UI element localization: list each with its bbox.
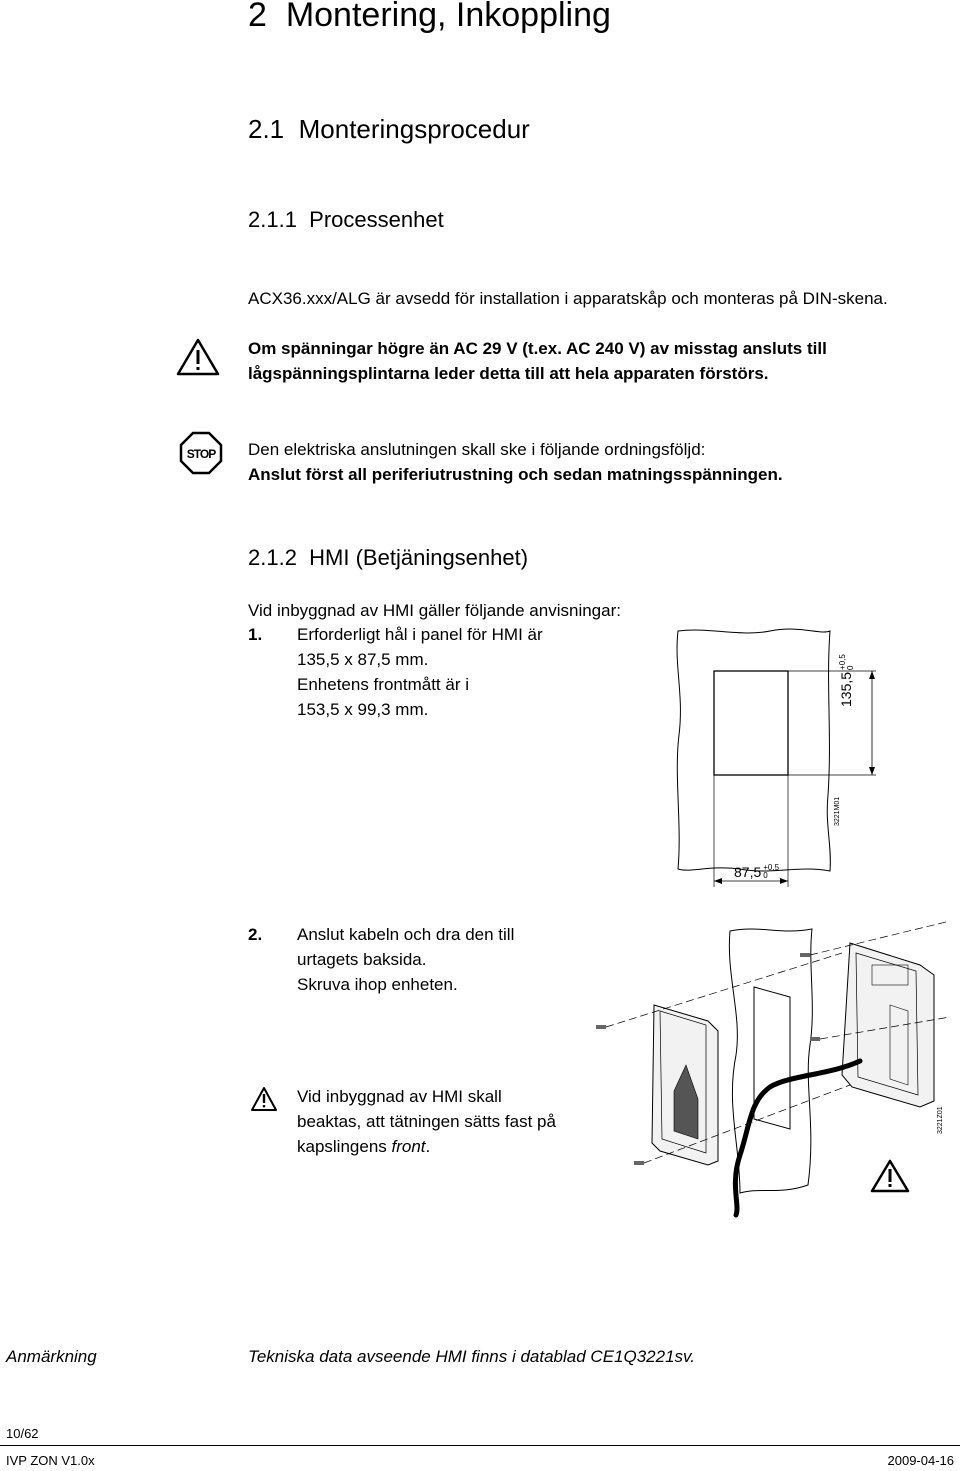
chapter-title: Montering, Inkoppling bbox=[285, 0, 611, 34]
warning-line: beaktas, att tätningen sätts fast på bbox=[297, 1112, 556, 1131]
assembly-figure bbox=[590, 925, 960, 1215]
subsection-heading-processenhet bbox=[248, 207, 444, 233]
warning-icon bbox=[176, 338, 220, 376]
step-line: Erforderligt hål i panel för HMI är bbox=[297, 625, 543, 644]
warning-line-suffix: . bbox=[425, 1137, 431, 1156]
step-line: Anslut kabeln och dra den till bbox=[297, 925, 515, 944]
section-number: 2.1 bbox=[248, 114, 285, 144]
warning-line bbox=[297, 1134, 556, 1159]
horizontal-dimension-value: 87,5 bbox=[734, 864, 762, 880]
cutout-rectangle bbox=[714, 671, 788, 775]
warning-text-2 bbox=[297, 1084, 556, 1159]
section-heading bbox=[248, 114, 530, 145]
hmi-back-unit bbox=[842, 943, 934, 1107]
step-line: 153,5 x 99,3 mm. bbox=[297, 700, 429, 719]
figure-code-1: 3221M01 bbox=[834, 796, 841, 826]
step-line: Enhetens frontmått är i bbox=[297, 675, 469, 694]
footer-divider bbox=[0, 1445, 960, 1446]
chapter-heading bbox=[248, 0, 611, 35]
intro-paragraph: ACX36.xxx/ALG är avsedd för installation i apparatskåp och monteras på DIN-skena. bbox=[248, 289, 888, 308]
horizontal-dimension-label bbox=[734, 864, 779, 880]
step-2-number: 2. bbox=[248, 925, 263, 944]
vertical-dimension-value: 135,5 bbox=[838, 671, 854, 707]
vertical-dimension-tolerance-upper: +0,5 bbox=[838, 654, 848, 670]
subsection-title: HMI (Betjäningsenhet) bbox=[309, 545, 529, 570]
step-line: Skruva ihop enheten. bbox=[297, 975, 458, 994]
stop-note bbox=[248, 437, 783, 487]
step-2-text bbox=[297, 922, 514, 997]
subsection-title: Processenhet bbox=[309, 207, 444, 232]
chapter-number: 2 bbox=[248, 0, 267, 34]
warning-line: Om spänningar högre än AC 29 V (t.ex. AC 240 V) av misstag ansluts till bbox=[248, 339, 827, 358]
subsection-number: 2.1.1 bbox=[248, 207, 297, 232]
step-line: 135,5 x 87,5 mm. bbox=[297, 650, 429, 669]
footer-date: 2009-04-16 bbox=[887, 1453, 954, 1468]
horizontal-dimension-tolerance-lower: 0 bbox=[763, 871, 768, 880]
page-number: 10/62 bbox=[6, 1426, 39, 1441]
stop-sign-text: STOP bbox=[186, 447, 216, 461]
subsection-number: 2.1.2 bbox=[248, 545, 297, 570]
footer-document: IVP ZON V1.0x bbox=[6, 1453, 95, 1468]
vertical-dimension-tolerance-lower: 0 bbox=[846, 665, 856, 670]
warning-line: Vid inbyggnad av HMI skall bbox=[297, 1087, 502, 1106]
subsection-heading-hmi bbox=[248, 545, 528, 571]
vertical-dimension-label bbox=[838, 637, 858, 707]
stop-note-line-emphasis: Anslut först all periferiutrustning och sedan matningsspänningen. bbox=[248, 465, 783, 484]
warning-line-prefix: kapslingens bbox=[297, 1137, 392, 1156]
section-title: Monteringsprocedur bbox=[298, 114, 530, 144]
stop-sign-icon bbox=[180, 432, 222, 474]
hmi-intro: Vid inbyggnad av HMI gäller följande anvisningar: bbox=[248, 601, 621, 620]
warning-text-1 bbox=[248, 336, 827, 386]
note-label: Anmärkning bbox=[6, 1347, 97, 1366]
warning-line: lågspänningsplintarna leder detta till att hela apparaten förstörs. bbox=[248, 364, 769, 383]
step-line: urtagets baksida. bbox=[297, 950, 427, 969]
step-1-number: 1. bbox=[248, 625, 263, 644]
figure-code-2: 3221Z01 bbox=[937, 1106, 944, 1134]
note-text: Tekniska data avseende HMI finns i datablad CE1Q3221sv. bbox=[248, 1347, 695, 1366]
step-1-text bbox=[297, 622, 543, 722]
stop-note-line: Den elektriska anslutningen skall ske i följande ordningsföljd: bbox=[248, 440, 706, 459]
warning-icon bbox=[250, 1086, 278, 1112]
horizontal-dimension-tolerance-upper: +0,5 bbox=[763, 863, 780, 872]
warning-line-emphasis: front bbox=[391, 1137, 426, 1156]
